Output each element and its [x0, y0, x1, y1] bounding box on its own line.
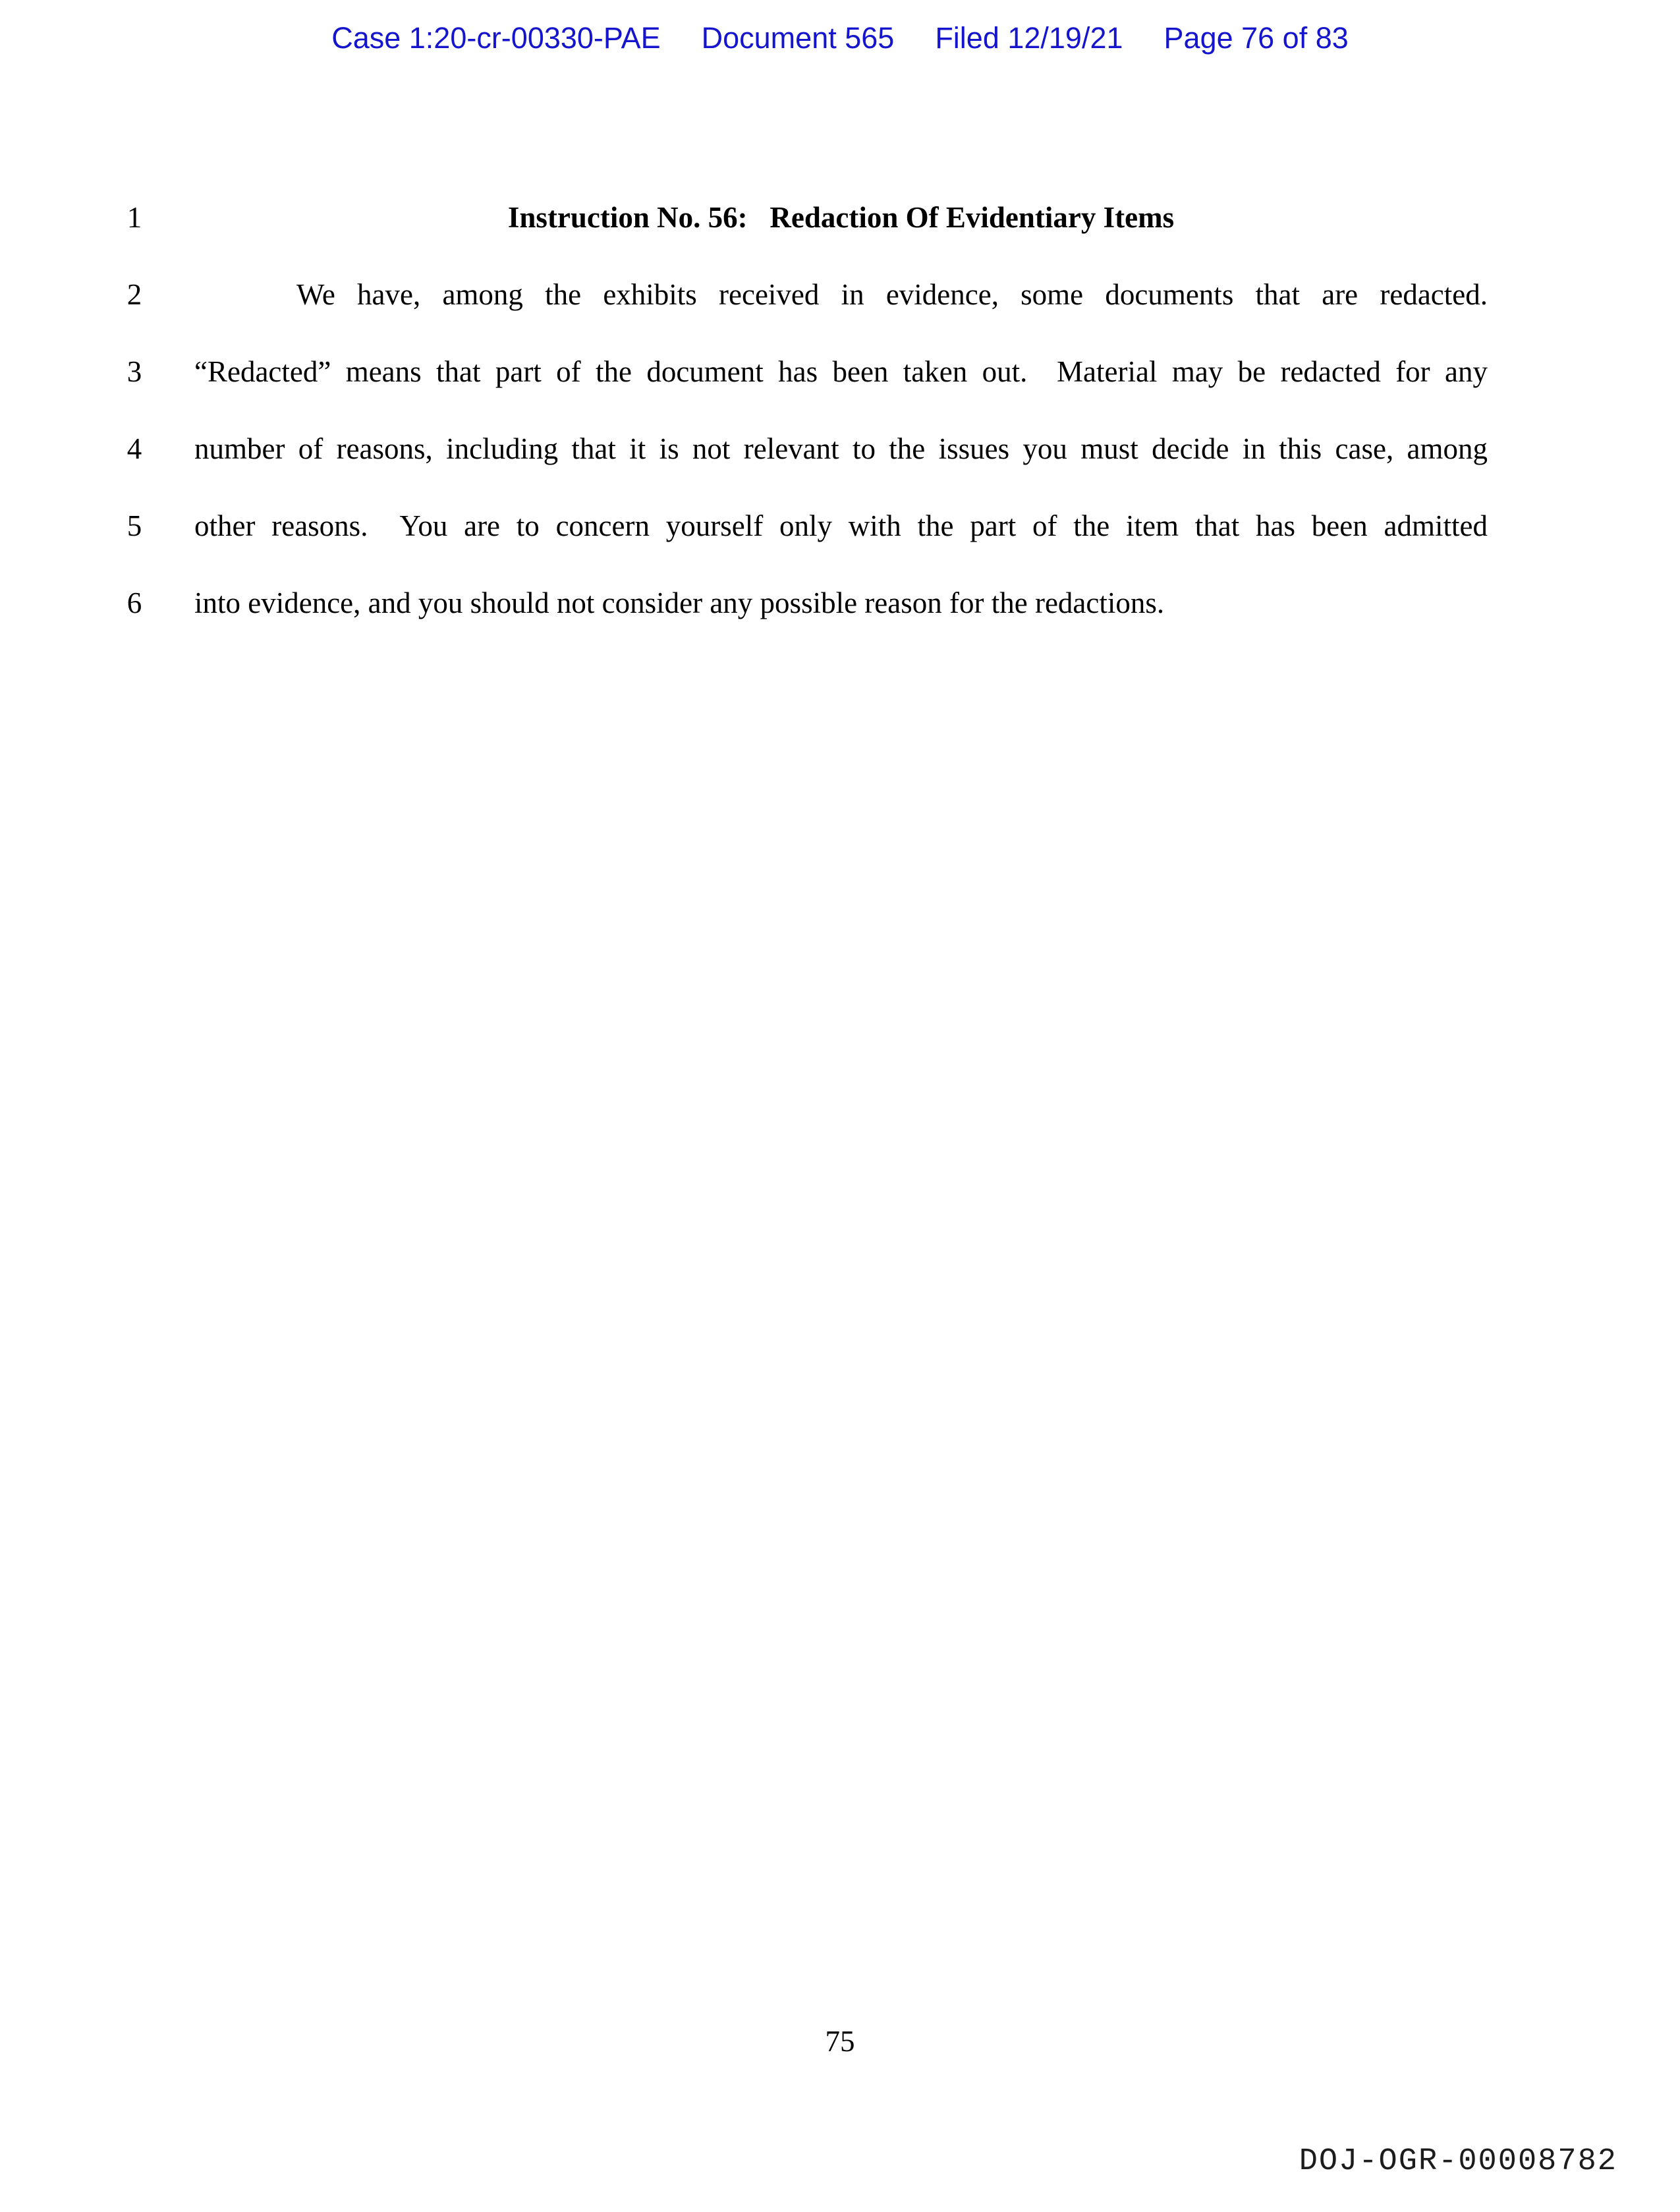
line-number: 4: [126, 432, 142, 465]
body-line: number of reasons, including that it is not relevant to the issues you must decide in this case, among: [194, 432, 1488, 465]
instruction-title: Instruction No. 56: Redaction Of Evidentiary Items: [507, 201, 1175, 234]
header-case-number: Case 1:20-cr-00330-PAE: [331, 21, 661, 55]
line-number: 5: [126, 509, 142, 542]
court-header: [0, 21, 1680, 55]
body-line: into evidence, and you should not consider any possible reason for the redactions.: [194, 586, 1165, 619]
line-number: 1: [126, 201, 142, 234]
line-number: 3: [126, 355, 142, 388]
header-document-number: Document 565: [701, 21, 895, 55]
body-line: “Redacted” means that part of the document has been taken out. Material may be redacted for any: [194, 355, 1488, 388]
bates-number: DOJ-OGR-00008782: [1299, 2144, 1617, 2179]
line-number: 6: [126, 586, 142, 619]
page-number: 75: [825, 2025, 855, 2058]
body-line: other reasons. You are to concern yourself only with the part of the item that has been admitted: [194, 509, 1488, 542]
header-filed-date: Filed 12/19/21: [935, 21, 1123, 55]
body-line: We have, among the exhibits received in evidence, some documents that are redacted.: [296, 278, 1488, 311]
line-number: 2: [126, 278, 142, 311]
header-page-info: Page 76 of 83: [1163, 21, 1349, 55]
